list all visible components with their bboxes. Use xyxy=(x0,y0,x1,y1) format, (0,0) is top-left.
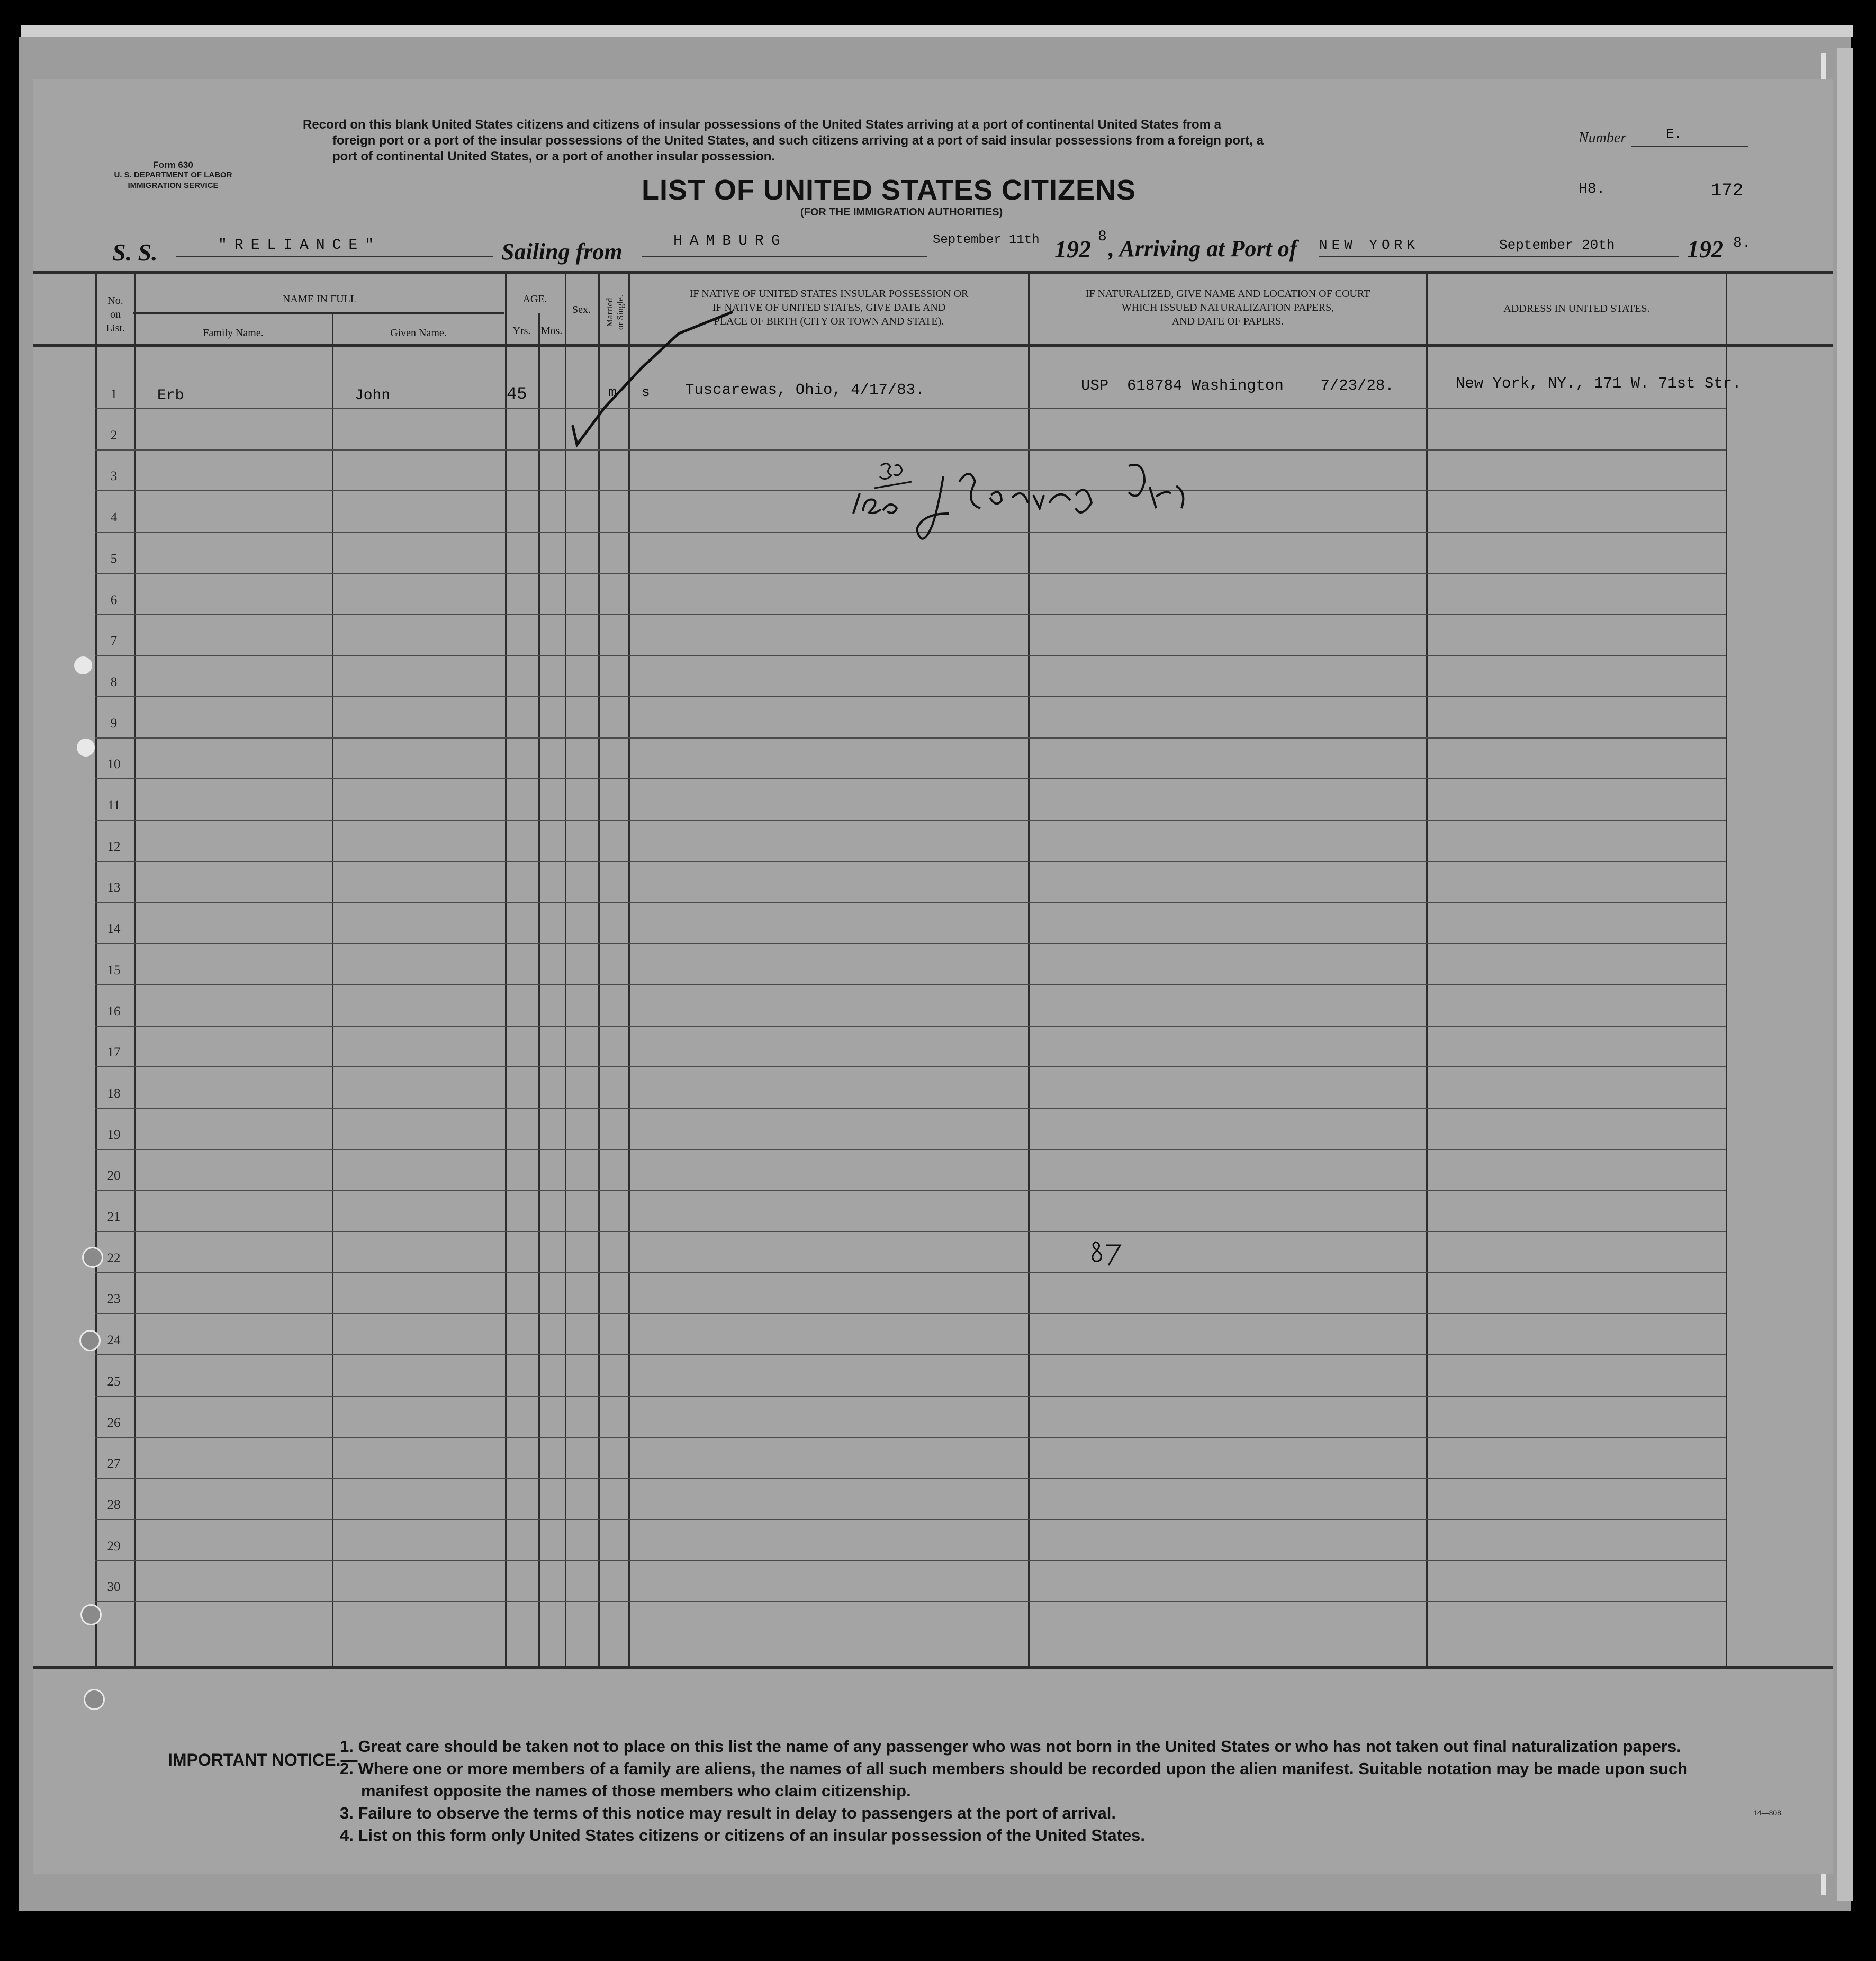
row-number: 23 xyxy=(107,1292,121,1307)
arriving-label: , Arriving at Port of xyxy=(1108,236,1297,262)
row-rule xyxy=(95,1396,1726,1397)
row-number: 21 xyxy=(107,1210,121,1224)
row-number: 26 xyxy=(107,1415,121,1430)
name-header-divider xyxy=(133,312,504,314)
top-paper-edge xyxy=(21,25,1853,37)
row-number: 18 xyxy=(107,1086,121,1101)
row-rule xyxy=(95,1149,1726,1150)
arrival-year-suffix: 8. xyxy=(1733,235,1751,251)
header-age: AGE. xyxy=(522,293,547,305)
row-number: 2 xyxy=(110,428,118,443)
row-rule xyxy=(95,1231,1726,1232)
port-to-underline xyxy=(1319,256,1679,257)
ship-name: "RELIANCE" xyxy=(218,237,382,254)
header-naturalization: IF NATURALIZED, GIVE NAME AND LOCATION OF COURT WHICH ISSUED NATURALIZATION PAPERS, AND DATE OF PAPERS. xyxy=(1085,288,1370,327)
header-given-name: Given Name. xyxy=(390,327,447,339)
row-rule xyxy=(95,1601,1726,1602)
row-number: 12 xyxy=(107,839,121,854)
punch-hole xyxy=(74,656,92,674)
page-subtitle: (FOR THE IMMIGRATION AUTHORITIES) xyxy=(800,206,1003,218)
col-line-address xyxy=(1426,272,1428,1668)
row-rule xyxy=(95,1066,1726,1067)
row-rule xyxy=(95,614,1726,615)
row-rule xyxy=(95,902,1726,903)
number-label: Number xyxy=(1579,130,1627,146)
instructions-line-1: Record on this blank United States citizens and citizens of insular possessions of the United States arriving at a port of continental United States from a xyxy=(303,118,1221,132)
form-sheet xyxy=(33,79,1833,1874)
notice-label: IMPORTANT NOTICE.— xyxy=(168,1750,358,1769)
check-mark xyxy=(562,302,784,503)
row-rule xyxy=(95,1026,1726,1027)
row-number: 14 xyxy=(107,922,121,937)
row-rule xyxy=(95,408,1726,409)
port-from-underline xyxy=(642,256,927,257)
header-mos: Mos. xyxy=(540,325,563,337)
row-rule xyxy=(95,696,1726,697)
entry-naturalization: USP 618784 Washington 7/23/28. xyxy=(1081,377,1394,394)
department-name: U. S. DEPARTMENT OF LABOR xyxy=(114,170,232,179)
row-rule xyxy=(95,573,1726,574)
row-number: 25 xyxy=(107,1374,121,1389)
row-number: 19 xyxy=(107,1127,121,1142)
row-number: 16 xyxy=(107,1004,121,1019)
departure-date: September 11th xyxy=(933,233,1040,247)
row-number: 30 xyxy=(107,1580,121,1595)
header-no-on-list: No. on List. xyxy=(105,295,125,334)
entry-age-years: 45 xyxy=(507,384,527,404)
number-value: E. xyxy=(1666,126,1683,142)
row-number: 29 xyxy=(107,1539,121,1553)
row-number: 5 xyxy=(110,551,118,566)
row-number: 6 xyxy=(110,592,118,607)
notice-item-3: 3. Failure to observe the terms of this notice may result in delay to passengers at the port of arrival. xyxy=(340,1804,1116,1822)
header-bottom-border xyxy=(33,344,1833,347)
right-paper-edge xyxy=(1837,48,1853,1901)
row-rule xyxy=(95,1478,1726,1479)
handwritten-note xyxy=(832,445,1213,551)
row-number: 9 xyxy=(110,716,118,731)
page-title: LIST OF UNITED STATES CITIZENS xyxy=(642,174,1136,206)
punch-hole xyxy=(84,1689,105,1710)
row-rule xyxy=(95,820,1726,821)
punch-hole xyxy=(79,1330,101,1351)
arrival-year-prefix: 192 xyxy=(1687,236,1724,263)
departure-year-suffix: 8 xyxy=(1098,229,1107,245)
row-rule xyxy=(95,1272,1726,1273)
entry-place-of-birth: Tuscarewas, Ohio, 4/17/83. xyxy=(685,381,925,399)
header-address: ADDRESS IN UNITED STATES. xyxy=(1503,303,1650,314)
row-number: 10 xyxy=(107,757,121,772)
port-from: HAMBURG xyxy=(673,233,788,249)
row-rule xyxy=(95,737,1726,739)
row-rule xyxy=(95,778,1726,779)
page-number: 172 xyxy=(1711,181,1744,201)
table-bottom-border xyxy=(33,1666,1833,1669)
row-number: 17 xyxy=(107,1045,121,1060)
row-rule xyxy=(95,1560,1726,1561)
port-to: NEW YORK xyxy=(1319,237,1419,253)
col-line-given xyxy=(332,313,333,1668)
row-rule xyxy=(95,1354,1726,1355)
punch-hole xyxy=(77,739,95,757)
row-number: 7 xyxy=(110,634,118,649)
service-name: IMMIGRATION SERVICE xyxy=(128,181,219,190)
notice-item-1: 1. Great care should be taken not to place on this list the name of any passenger who was not born in the United States or who has not taken out final naturalization papers. xyxy=(340,1737,1681,1756)
number-underline xyxy=(1631,146,1748,147)
entry-sex: m xyxy=(608,384,617,400)
row-rule xyxy=(95,861,1726,862)
row-number: 22 xyxy=(107,1251,121,1265)
notice-item-4: 4. List on this form only United States citizens or citizens of an insular possession of the United States. xyxy=(340,1826,1145,1845)
row-number: 20 xyxy=(107,1168,121,1183)
header-name-in-full: NAME IN FULL xyxy=(283,293,357,305)
header-yrs: Yrs. xyxy=(512,325,531,337)
row-rule xyxy=(95,984,1726,985)
footer-code: 14—808 xyxy=(1753,1809,1781,1817)
notice-item-2b: manifest opposite the names of those members who claim citizenship. xyxy=(361,1782,911,1800)
row-number: 13 xyxy=(107,880,121,895)
header-family-name: Family Name. xyxy=(203,327,264,339)
row-number: 11 xyxy=(107,798,121,813)
row-rule xyxy=(95,1190,1726,1191)
row-number: 4 xyxy=(110,510,118,525)
row-number: 8 xyxy=(110,674,118,689)
row-rule xyxy=(95,943,1726,944)
row-rule xyxy=(95,1313,1726,1314)
row-rule xyxy=(95,1437,1726,1438)
arrival-date: September 20th xyxy=(1499,237,1615,253)
notice-item-2a: 2. Where one or more members of a family are aliens, the names of all such members should be recorded upon the alien manifest. Suitable notation may be made upon such xyxy=(340,1759,1688,1778)
form-number: Form 630 xyxy=(153,160,193,170)
row-number: 28 xyxy=(107,1497,121,1512)
row-rule xyxy=(95,1108,1726,1109)
row-number: 1 xyxy=(110,387,118,401)
entry-given-name: John xyxy=(355,388,391,404)
header-sex: Sex. xyxy=(572,304,591,316)
row-number: 24 xyxy=(107,1333,121,1348)
row-rule xyxy=(95,655,1726,656)
row-rule xyxy=(95,1519,1726,1520)
list-code: H8. xyxy=(1579,181,1606,197)
punch-hole xyxy=(82,1247,103,1268)
instructions-line-3: port of continental United States, or a port of another insular possession. xyxy=(332,149,775,164)
col-line-age xyxy=(505,272,507,1668)
row-number: 15 xyxy=(107,962,121,977)
entry-family-name: Erb xyxy=(157,388,184,404)
header-place-of-birth: IF NATIVE OF UNITED STATES INSULAR POSSESSION OR IF NATIVE OF UNITED STATES, GIVE DATE AND PLACE OF BIRTH (CITY OR TOWN AND STATE). xyxy=(689,288,969,327)
col-line-right xyxy=(1726,272,1727,1668)
entry-address: New York, NY., 171 W. 71st Str. xyxy=(1456,375,1742,392)
handwritten-mark xyxy=(1086,1239,1134,1271)
header-married-or-single: Married or Single. xyxy=(605,294,625,330)
instructions-line-2: foreign port or a port of the insular possessions of the United States, and such citizens arriving at a port of said insular possessions from a foreign port, a xyxy=(332,133,1264,148)
departure-year-prefix: 192 xyxy=(1054,236,1091,263)
punch-hole xyxy=(80,1604,102,1625)
entry-status: s xyxy=(642,384,650,400)
ss-label: S. S. xyxy=(112,239,158,266)
table-top-border xyxy=(33,271,1833,274)
col-line-family xyxy=(134,272,136,1668)
sailing-label: Sailing from xyxy=(501,239,623,265)
row-number: 27 xyxy=(107,1456,121,1471)
ship-underline xyxy=(176,256,493,257)
row-number: 3 xyxy=(110,469,118,484)
col-line-mos xyxy=(538,313,540,1668)
